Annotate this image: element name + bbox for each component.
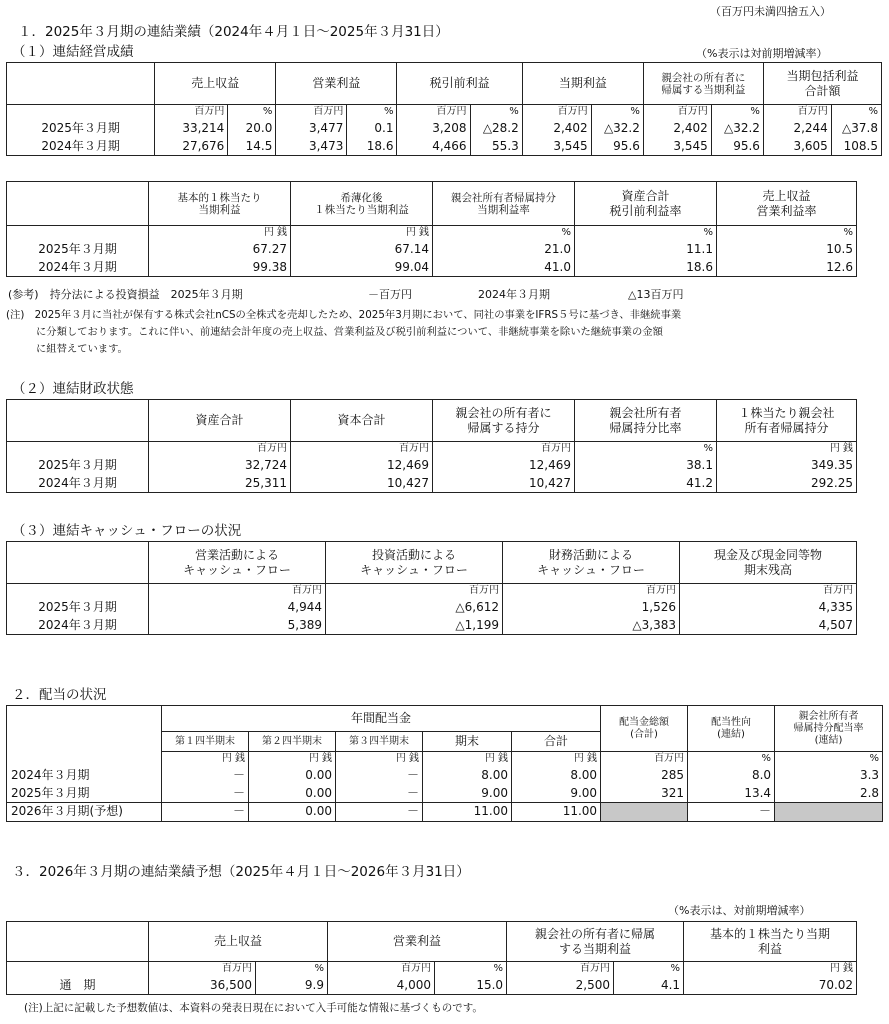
ref-value-2024: △13百万円 bbox=[628, 288, 684, 301]
col-total-dividend: 配当金総額 (合計) bbox=[601, 706, 688, 752]
col-doe: 親会社所有者 帰属持分配当率 (連結) bbox=[775, 706, 883, 752]
table-row-forecast: 2026年３月期(予想) － 0.00 － 11.00 11.00 － bbox=[7, 802, 883, 821]
col-financing-cf: 財務活動による キャッシュ・フロー bbox=[503, 542, 680, 584]
col-operating-profit: 営業利益 bbox=[276, 63, 397, 105]
table-row: 2025年３月期 32,724 12,469 12,469 38.1 349.35 bbox=[7, 456, 857, 474]
col-payout-ratio: 配当性向 (連結) bbox=[688, 706, 775, 752]
col-q3: 第３四半期末 bbox=[336, 732, 423, 752]
col-diluted-eps: 希薄化後 １株当たり当期利益 bbox=[291, 182, 433, 226]
forecast-table: 売上収益 営業利益 親会社の所有者に帰属 する当期利益 基本的１株当たり当期 利益 百万円 % 百万円 % 百万円 % 円 銭 通 期 36,500 9.9 4,000 15.0 2,500 4.1 70.02 bbox=[6, 921, 857, 995]
s3-title: （３）連結キャッシュ・フローの状況 bbox=[12, 523, 242, 539]
col-year-end: 期末 bbox=[423, 732, 512, 752]
s5-pct-note: （%表示は、対前期増減率） bbox=[668, 904, 811, 917]
ref-value-2025: －百万円 bbox=[368, 288, 412, 301]
financial-position-table: 資産合計 資本合計 親会社の所有者に 帰属する持分 親会社所有者 帰属持分比率 １株当たり親会社 所有者帰属持分 百万円 百万円 百万円 % 円 銭 2025年３月期 32,724 12,469 12,469 38.1 349.35 2024年３月期 25,311 10,427 10,427 41.2 292.25 bbox=[6, 399, 857, 493]
cash-flow-table: 営業活動による キャッシュ・フロー 投資活動による キャッシュ・フロー 財務活動による キャッシュ・フロー 現金及び現金同等物 期末残高 百万円 百万円 百万円 百万円 2025年３月期 4,944 △6,612 1,526 4,335 2024年３月期 5,389 △1,199 △3,383 4,507 bbox=[6, 541, 857, 635]
col-comprehensive: 当期包括利益 合計額 bbox=[763, 63, 881, 105]
table-row: 2025年３月期 67.27 67.14 21.0 11.1 10.5 bbox=[7, 240, 857, 258]
shaded-cell bbox=[775, 802, 883, 821]
col-operating-cf: 営業活動による キャッシュ・フロー bbox=[149, 542, 326, 584]
col-forecast-eps: 基本的１株当たり当期 利益 bbox=[684, 922, 857, 962]
note-block: (注) 2025年３月に当社が保有する株式会社nCSの全株式を売却したため、2025年3月期において、同社の事業をIFRS５号に基づき、非継続事業 に分類しております。これに伴い、前連結会計年度の売上収益、営業利益及び税引前利益について、非継続事業を除いた継続事業の金額 に組替えています。 bbox=[6, 309, 682, 355]
results-table: 売上収益 営業利益 税引前利益 当期利益 親会社の所有者に 帰属する当期利益 当期包括利益 合計額 百万円 % 百万円 % 百万円 % 百万円 % 百万円 % 百万円 % 2025年３月期 33,214 20.0 3,477 0.1 3,208 △28.2 2,402 △32.2 2,402 △32.2 2,244 △37.8 2024年３月期 27,676 14.5 3,473 18.6 4,466 55.3 3,545 95.6 3,545 95.6 3,605 108.5 bbox=[6, 62, 882, 156]
ref-mid: 2024年３月期 bbox=[478, 288, 550, 301]
col-roe: 親会社所有者帰属持分 当期利益率 bbox=[433, 182, 575, 226]
s2-title: （２）連結財政状態 bbox=[12, 381, 134, 397]
table-row: 2024年３月期 99.38 99.04 41.0 18.6 12.6 bbox=[7, 258, 857, 276]
s1-pct-note: （%表示は対前期増減率） bbox=[696, 47, 828, 60]
col-investing-cf: 投資活動による キャッシュ・フロー bbox=[326, 542, 503, 584]
col-eps: 基本的１株当たり 当期利益 bbox=[149, 182, 291, 226]
annual-dividend-header: 年間配当金 bbox=[162, 706, 601, 732]
dividend-table: 年間配当金 配当金総額 (合計) 配当性向 (連結) 親会社所有者 帰属持分配当率 (連結) 第１四半期末 第２四半期末 第３四半期末 期末 合計 円 銭 円 銭 円 銭 円 銭 円 銭 百万円 % % 2024年３月期 － 0.00 － 8.00 8.00 285 8.0 3.3 2025年３月期 － 0.00 － 9.00 9.00 321 13.4 2.8 2026年３月期(予想) － 0.00 － 11.00 11.00 － bbox=[6, 705, 883, 822]
table-row: 2024年３月期 25,311 10,427 10,427 41.2 292.25 bbox=[7, 474, 857, 492]
col-equity-ratio: 親会社所有者 帰属持分比率 bbox=[575, 400, 717, 442]
col-revenue: 売上収益 bbox=[155, 63, 276, 105]
col-total-equity: 資本合計 bbox=[291, 400, 433, 442]
col-roa: 資産合計 税引前利益率 bbox=[575, 182, 717, 226]
s5-title: ３．2026年３月期の連結業績予想（2025年４月１日～2026年３月31日） bbox=[12, 864, 470, 880]
col-owner-profit: 親会社の所有者に 帰属する当期利益 bbox=[643, 63, 763, 105]
table-row: 2024年３月期 27,676 14.5 3,473 18.6 4,466 55.3 3,545 95.6 3,545 95.6 3,605 108.5 bbox=[7, 137, 882, 155]
forecast-note: (注)上記に記載した予想数値は、本資料の発表日現在において入手可能な情報に基づくものです。 bbox=[24, 1002, 483, 1014]
col-op-margin: 売上収益 営業利益率 bbox=[717, 182, 857, 226]
ref-label: (参考) 持分法による投資損益 2025年３月期 bbox=[8, 288, 243, 301]
col-owner-equity: 親会社の所有者に 帰属する持分 bbox=[433, 400, 575, 442]
table-row: 2025年３月期 33,214 20.0 3,477 0.1 3,208 △28.2 2,402 △32.2 2,402 △32.2 2,244 △37.8 bbox=[7, 119, 882, 137]
col-forecast-op: 営業利益 bbox=[328, 922, 507, 962]
ratios-table: 基本的１株当たり 当期利益 希薄化後 １株当たり当期利益 親会社所有者帰属持分 当期利益率 資産合計 税引前利益率 売上収益 営業利益率 円 銭 円 銭 % % % 2025年３月期 67.27 67.14 21.0 11.1 10.5 2024年３月期 99.38 99.04 41.0 18.6 12.6 bbox=[6, 181, 857, 277]
col-q1: 第１四半期末 bbox=[162, 732, 249, 752]
col-forecast-owner-profit: 親会社の所有者に帰属 する当期利益 bbox=[507, 922, 684, 962]
section-1-title: １．2025年３月期の連結業績（2024年４月１日～2025年３月31日） bbox=[18, 24, 449, 40]
col-net-profit: 当期利益 bbox=[522, 63, 643, 105]
col-bps: １株当たり親会社 所有者帰属持分 bbox=[717, 400, 857, 442]
col-q2: 第２四半期末 bbox=[249, 732, 336, 752]
col-total-assets: 資産合計 bbox=[149, 400, 291, 442]
unit-note: （百万円未満四捨五入） bbox=[710, 5, 831, 18]
shaded-cell bbox=[601, 802, 688, 821]
col-pretax-profit: 税引前利益 bbox=[397, 63, 522, 105]
s4-title: ２．配当の状況 bbox=[12, 687, 107, 703]
table-row: 通 期 36,500 9.9 4,000 15.0 2,500 4.1 70.02 bbox=[7, 976, 857, 994]
table-row: 2024年３月期 5,389 △1,199 △3,383 4,507 bbox=[7, 616, 857, 634]
corner bbox=[7, 63, 155, 105]
s1-title: （１）連結経営成績 bbox=[12, 44, 134, 60]
col-total: 合計 bbox=[512, 732, 601, 752]
table-row: 2024年３月期 － 0.00 － 8.00 8.00 285 8.0 3.3 bbox=[7, 766, 883, 784]
col-forecast-revenue: 売上収益 bbox=[149, 922, 328, 962]
table-row: 2025年３月期 － 0.00 － 9.00 9.00 321 13.4 2.8 bbox=[7, 784, 883, 802]
table-row: 2025年３月期 4,944 △6,612 1,526 4,335 bbox=[7, 598, 857, 616]
col-cash-end: 現金及び現金同等物 期末残高 bbox=[680, 542, 857, 584]
